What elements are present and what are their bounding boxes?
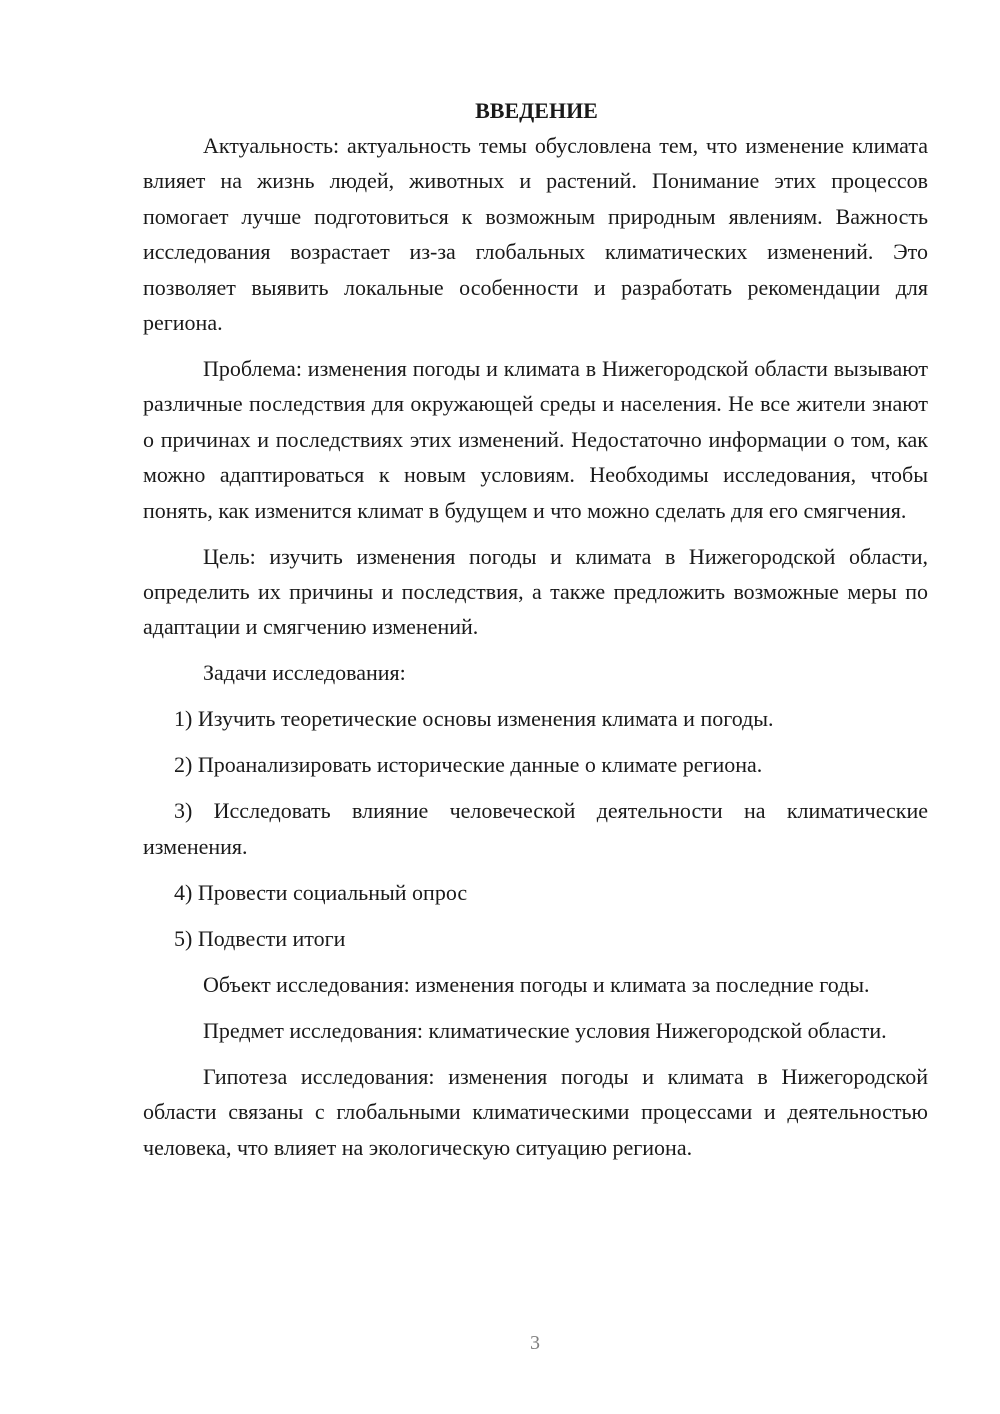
page-number: 3 [530, 1332, 540, 1354]
paragraph-tasks-heading: Задачи исследования: [203, 660, 406, 686]
paragraph-problem: Проблема: изменения погоды и климата в Нижегородской области вызывают различные последствия для окружающей среды и населения. Не все жители знают о причинах и последствиях этих изменений. Недостаточно информации о том, как можно адаптироваться к новым условиям. Необходимы исследования, чтобы понять, как изменится климат в будущем и что можно сделать для его смягчения. [143, 356, 928, 523]
paragraph-goal: Цель: изучить изменения погоды и климата в Нижегородской области, определить их причины и последствия, а также предложить возможные меры по адаптации и смягчению изменений. [143, 543, 928, 640]
task-item: 3) Исследовать влияние человеческой деятельности на климатические изменения. [143, 798, 928, 859]
task-item: 5) Подвести итоги [174, 925, 346, 951]
task-item: 1) Изучить теоретические основы изменения климата и погоды. [174, 706, 774, 732]
task-item: 2) Проанализировать исторические данные о климате региона. [174, 752, 763, 778]
paragraph-subject: Предмет исследования: климатические условия Нижегородской области. [203, 1017, 887, 1043]
paragraph-hypothesis: Гипотеза исследования: изменения погоды и климата в Нижегородской области связаны с глобальными климатическими процессами и деятельностью человека, что влияет на экологическую ситуацию региона. [143, 1063, 928, 1160]
document-page [143, 93, 928, 1176]
section-title: ВВЕДЕНИЕ [475, 98, 598, 123]
paragraph-object: Объект исследования: изменения погоды и климата за последние годы. [203, 971, 870, 997]
paragraph-relevance: Актуальность: актуальность темы обусловлена тем, что изменение климата влияет на жизнь людей, животных и растений. Понимание этих процессов помогает лучше подготовиться к возможным природным явлениям. Важность исследования возрастает из-за глобальных климатических изменений. Это позволяет выявить локальные особенности и разработать рекомендации для региона. [143, 133, 928, 336]
task-item: 4) Провести социальный опрос [174, 879, 468, 905]
